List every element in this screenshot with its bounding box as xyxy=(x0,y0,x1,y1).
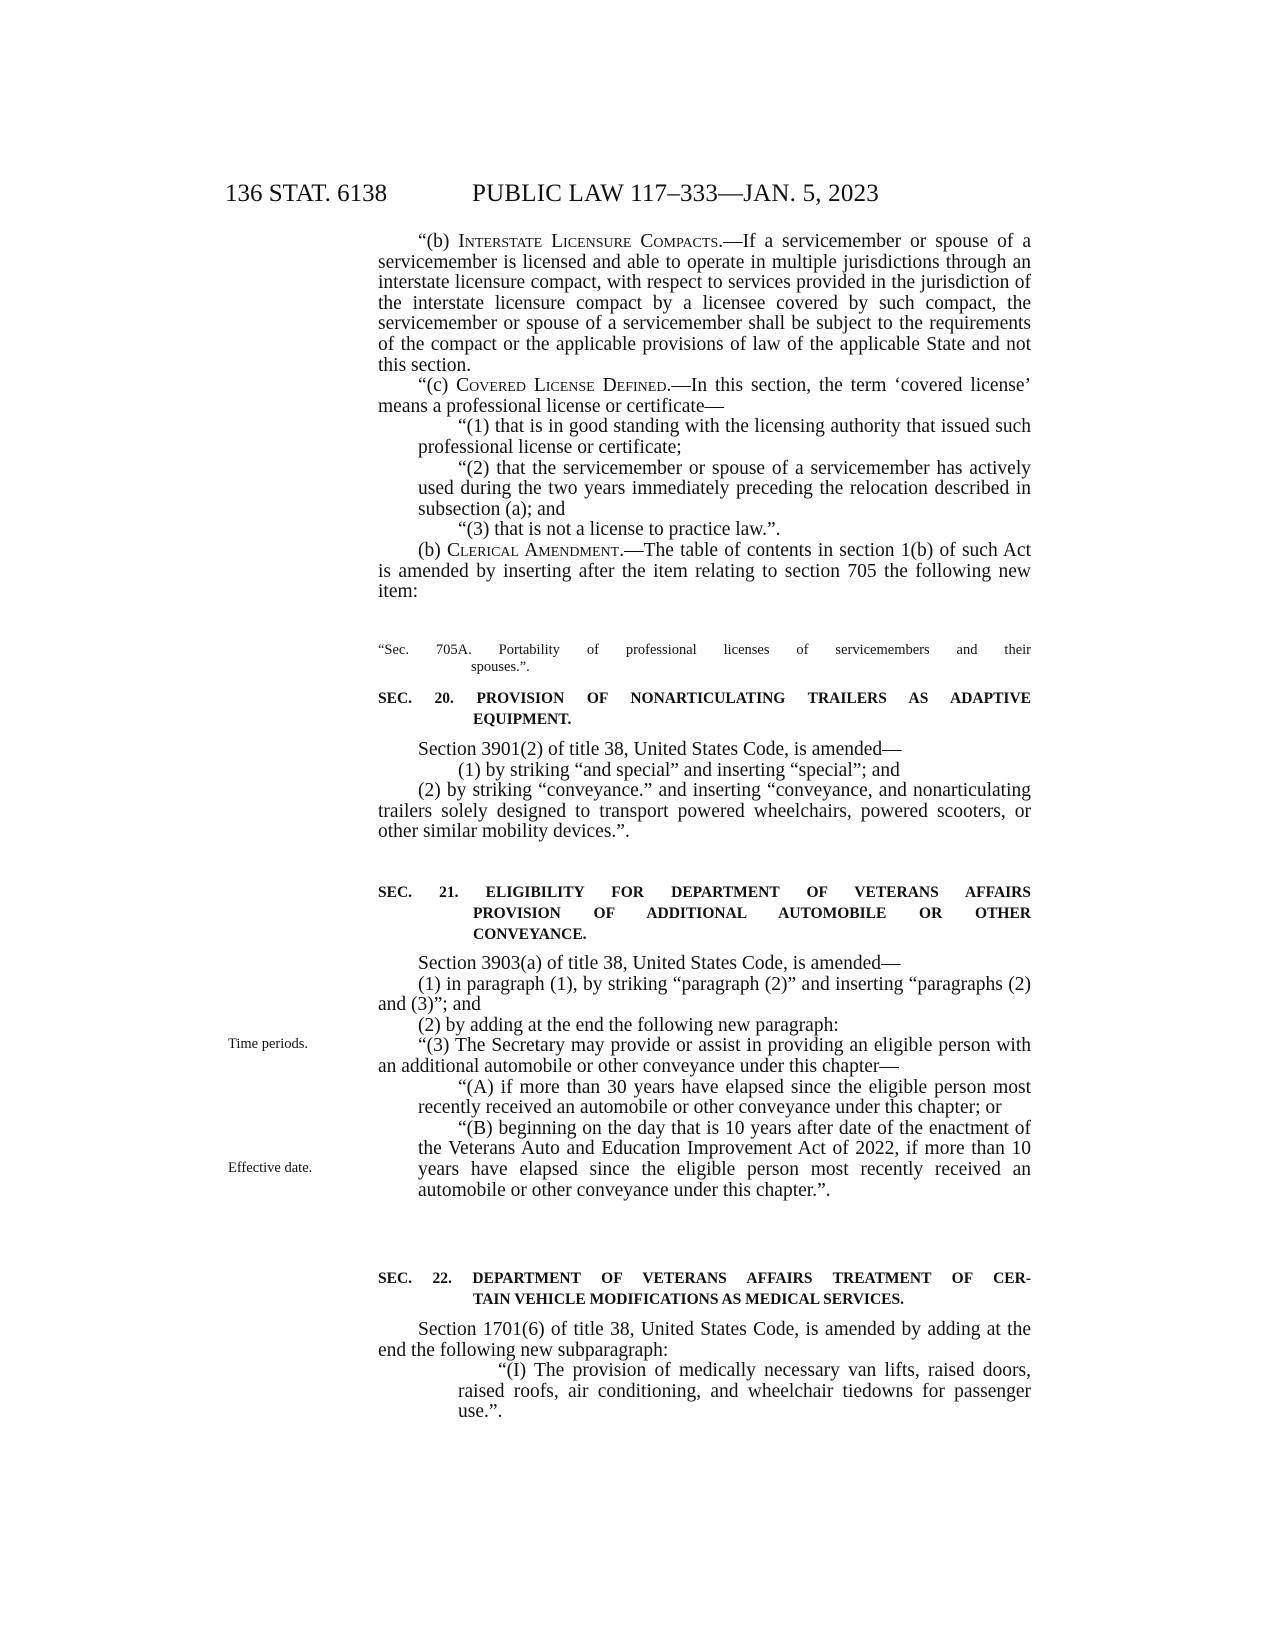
section-intro: Section 3901(2) of title 38, United States Code, is amended— xyxy=(418,739,902,760)
amendment-item: (2) by striking “conveyance.” and inserting “conveyance, and nonarticulating trailers solely designed to transport powered wheelchairs, powered scooters, or other similar mobility devices.”. xyxy=(378,780,1031,843)
subsection-heading: Clerical Amendment xyxy=(446,539,620,561)
section-22-body xyxy=(378,1320,1031,1423)
section-21-body xyxy=(378,954,1031,1201)
subsection-heading: Covered License Defined xyxy=(456,375,667,397)
subsection-c: “(c) Covered License Defined.—In this section, the term ‘covered license’ means a professional license or certificate— xyxy=(378,375,1031,417)
subparagraph-a: “(A) if more than 30 years have elapsed since the eligible person most recently received an automobile or other conveyance under this chapter; or xyxy=(418,1076,1031,1119)
margin-note-effective-date: Effective date. xyxy=(228,1160,313,1176)
toc-line: spouses.”. xyxy=(471,659,530,675)
paragraph-c3: “(3) that is not a license to practice law.”. xyxy=(458,519,781,541)
paragraph-c1: “(1) that is in good standing with the licensing authority that issued such professional license or certificate; xyxy=(418,416,1031,458)
continued-section-text xyxy=(378,232,1031,603)
section-intro: Section 3903(a) of title 38, United States Code, is amended— xyxy=(418,953,901,974)
paragraph-c2: “(2) that the servicemember or spouse of a servicemember has actively used during the two years immediately preceding the relocation described in subsection (a); and xyxy=(418,457,1031,520)
page-header xyxy=(225,180,1015,216)
toc-item xyxy=(378,642,1031,676)
amendment-item: (1) by striking “and special” and inserting “special”; and xyxy=(458,759,900,781)
toc-line: “Sec. 705A. Portability of professional licenses of servicemembers and their xyxy=(378,642,1031,658)
amendment-item: (1) in paragraph (1), by striking “paragraph (2)” and inserting “paragraphs (2) and (3)”; and xyxy=(378,973,1031,1016)
section-21-heading: SEC. 21. ELIGIBILITY FOR DEPARTMENT OF VETERANS AFFAIRS PROVISION OF ADDITIONAL AUTOMOBILE OR OTHER CONVEYANCE. xyxy=(378,884,1031,943)
public-law-title: PUBLIC LAW 117–333—JAN. 5, 2023 xyxy=(472,180,879,207)
section-intro: Section 1701(6) of title 38, United States Code, is amended by adding at the end the following new subparagraph: xyxy=(378,1319,1031,1361)
subsection-b: “(b) Interstate Licensure Compacts.—If a servicemember or spouse of a servicemember is licensed and able to operate in multiple jurisdictions through an interstate licensure compact, with respect to services provided in the jurisdiction of the interstate licensure compact by a licensee covered by such compact, the servicemember or spouse of a servicemember shall be subject to the requirements of the compact or the applicable provisions of law of the applicable State and not this section. xyxy=(378,231,1031,376)
section-20-body xyxy=(378,740,1031,843)
paragraph-3: “(3) The Secretary may provide or assist in providing an eligible person with an additional automobile or other conveyance under this chapter— xyxy=(378,1035,1031,1077)
section-22-heading: SEC. 22. DEPARTMENT OF VETERANS AFFAIRS TREATMENT OF CER- TAIN VEHICLE MODIFICATIONS AS MEDICAL SERVICES. xyxy=(378,1270,1031,1308)
stat-page-number: 136 STAT. 6138 xyxy=(225,180,388,207)
subsection-heading: Interstate Licensure Compacts xyxy=(458,231,719,252)
subparagraph-i: “(I) The provision of medically necessary van lifts, raised doors, raised roofs, air conditioning, and wheelchair tiedowns for passenger use.”. xyxy=(458,1360,1031,1423)
margin-note-time-periods: Time periods. xyxy=(228,1036,309,1052)
section-20-heading: SEC. 20. PROVISION OF NONARTICULATING TRAILERS AS ADAPTIVE EQUIPMENT. xyxy=(378,690,1031,728)
amendment-item: (2) by adding at the end the following new paragraph: xyxy=(418,1014,839,1036)
clerical-amendment: (b) Clerical Amendment.—The table of contents in section 1(b) of such Act is amended by inserting after the item relating to section 705 the following new item: xyxy=(378,539,1031,603)
subparagraph-b: “(B) beginning on the day that is 10 years after date of the enactment of the Veterans Auto and Education Improvement Act of 2022, if more than 10 years have elapsed since the eligible person most recently received an automobile or other conveyance under this chapter.”. xyxy=(418,1117,1031,1201)
